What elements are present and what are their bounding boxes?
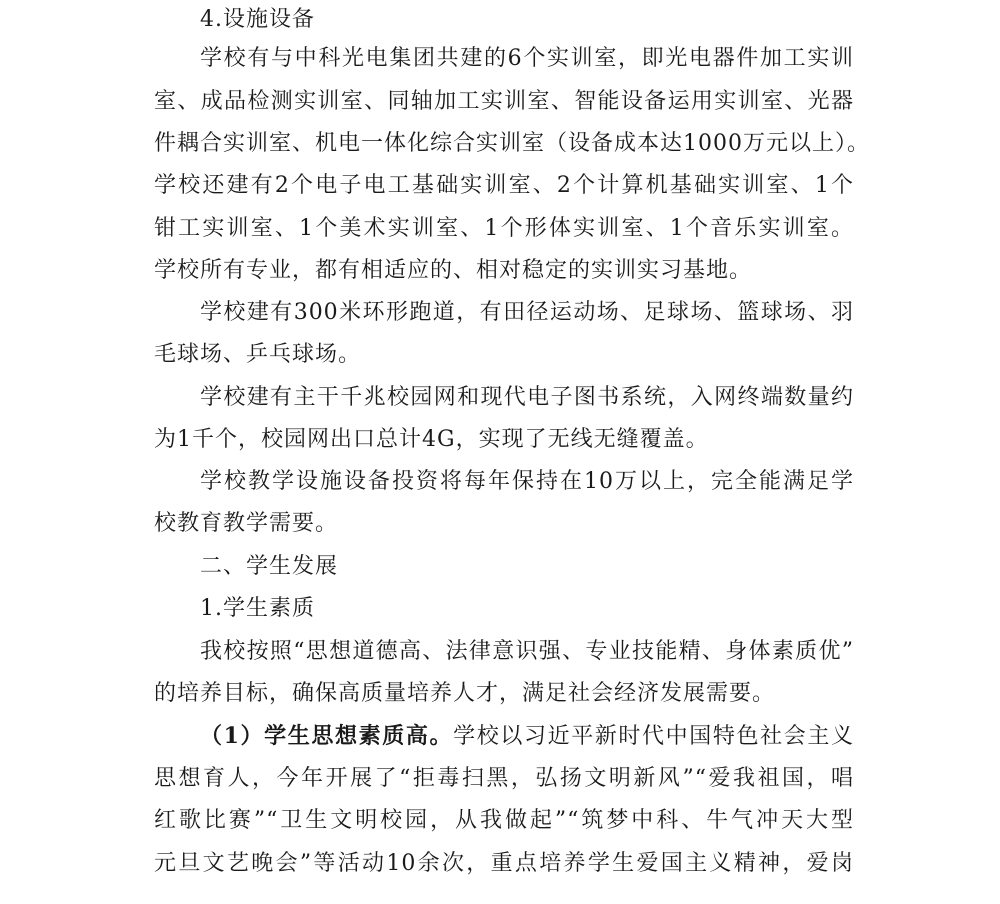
paragraph-line: 学校教学设施设备投资将每年保持在10万以上，完全能满足学 [200,469,854,494]
paragraph-line-with-lead [154,718,854,754]
paragraph-line: 为1千个，校园网出口总计4G，实现了无线无缝覆盖。 [154,427,709,452]
paragraph-line: 室、成品检测实训室、同轴加工实训室、智能设备运用实训室、光器 [154,89,854,114]
paragraph-line: 学校所有专业，都有相适应的、相对稳定的实训实习基地。 [154,258,753,283]
paragraph-line: 件耦合实训室、机电一体化综合实训室（设备成本达1000万元以上）。 [154,131,870,156]
paragraph-line: 学校还建有2个电子电工基础实训室、2个计算机基础实训室、1个 [154,173,854,198]
paragraph-line: 红歌比赛”“卫生文明校园，从我做起”“筑梦中科、牛气冲天大型 [154,808,854,833]
paragraph-line: 我校按照“思想道德高、法律意识强、专业技能精、身体素质优” [200,639,854,664]
paragraph-line: 校教育教学需要。 [154,511,339,536]
paragraph-line: 思想育人，今年开展了“拒毒扫黑，弘扬文明新风”“爱我祖国，唱 [154,766,854,791]
paragraph-line: 元旦文艺晚会”等活动10余次，重点培养学生爱国主义精神，爱岗 [154,851,854,876]
section-heading-student-quality: 1.学生素质 [200,596,315,621]
chapter-heading-student-development: 二、学生发展 [200,554,339,579]
section-heading-facilities: 4.设施设备 [200,7,315,32]
paragraph-line: 学校有与中科光电集团共建的6个实训室，即光电器件加工实训 [200,46,854,71]
paragraph-line: 学校建有主干千兆校园网和现代电子图书系统，入网终端数量约 [200,385,854,410]
paragraph-line: 钳工实训室、1个美术实训室、1个形体实训室、1个音乐实训室。 [154,216,854,241]
lead-rest-text: 学校以习近平新时代中国特色社会主义 [453,724,854,749]
paragraph-line: 毛球场、乒乓球场。 [154,342,362,367]
paragraph-line: 学校建有300米环形跑道，有田径运动场、足球场、篮球场、羽 [200,300,854,325]
bold-lead-text: （1）学生思想素质高。 [200,723,454,749]
paragraph-line: 的培养目标，确保高质量培养人才，满足社会经济发展需要。 [154,681,776,706]
